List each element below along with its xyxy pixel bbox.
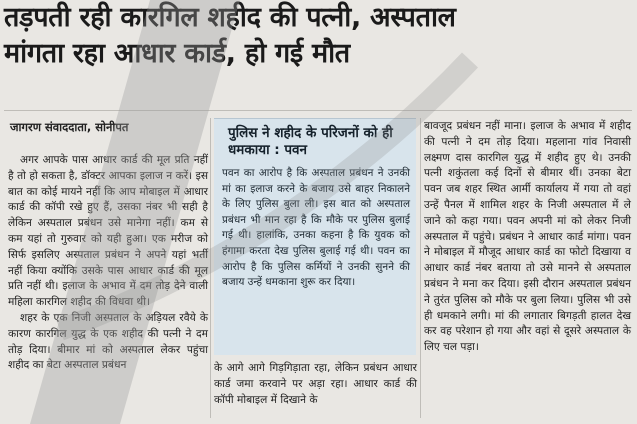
- headline-rule: [4, 110, 632, 111]
- column-1-paragraph-1: अगर आपके पास आधार कार्ड की मूल प्रति नहीं है तो हो सकता है, डॉक्टर आपका इलाज न करें। इस बात का कोई मायने नहीं कि आप मोबाइल में आधार कार्ड की कॉपी रखे हुए हैं, उसका नंबर भी सही है लेकिन अस्पताल प्रबंधन उसे मानेगा नहीं। कम से कम यहां तो गुरुवार को यही हुआ। एक मरीज को सिर्फ इसलिए अस्पताल प्रबंधन ने अपने यहां भर्ती नहीं किया क्योंकि उसके पास आधार कार्ड की मूल प्रति नहीं थी। इलाज के अभाव में दम तोड़ देने वाली महिला कारगिल शहीद की विधवा थी।: [8, 154, 208, 309]
- headline-line-2: मांगता रहा आधार कार्ड, हो गई मौत: [4, 38, 350, 69]
- sidebar-box: [214, 118, 416, 355]
- column-3: [424, 119, 631, 356]
- column-3-paragraph: बावजूद प्रबंधन नहीं माना। इलाज के अभाव में शहीद की पत्नी ने दम तोड़ दिया। महलाना गांव निवासी लक्ष्मण दास कारगिल युद्ध में शहीद हुए थे। उनकी पत्नी शकुंतला कई दिनों से बीमार थीं। उनका बेटा पवन जब शहर स्थित आर्मी कार्यालय में गया तो वहां उन्हें पैनल में शामिल शहर के निजी अस्पताल में ले जाने को कहा गया। पवन अपनी मां को लेकर निजी अस्पताल में पहुंचे। प्रबंधन ने आधार कार्ड मांगा। पवन ने मोबाइल में मौजूद आधार कार्ड का फोटो दिखाया व आधार कार्ड नंबर बताया तो उसे मानने से अस्पताल प्रबंधन ने मना कर दिया। इसी दौरान अस्पताल प्रबंधन ने तुरंत पुलिस को मौके पर बुला लिया। पुलिस भी उसे ही धमकाने लगी। मां की लगातार बिगड़ती हालत देख कर वह परेशान हो गया और वहां से दूसरे अस्पताल के लिए चल पड़ा।: [424, 120, 631, 354]
- byline: जागरण संवाददाता, सोनीपत: [10, 120, 129, 134]
- sidebar-title: पुलिस ने शहीद के परिजनों को ही धमकाया : पवन: [228, 125, 393, 158]
- headline: [4, 0, 636, 72]
- headline-line-1: तड़पती रही कारगिल शहीद की पत्नी, अस्पताल: [4, 2, 456, 33]
- column-2-bottom-paragraph: के आगे आगे गिड़गिड़ाता रहा, लेकिन प्रबंधन आधार कार्ड जमा करवाने पर अड़ा रहा। आधार कार्ड की कॉपी मोबाइल में दिखाने के: [214, 362, 417, 406]
- column-divider-1: [210, 118, 211, 418]
- column-1-paragraph-2: शहर के एक निजी अस्पताल के अड़ियल रवैये के कारण कारगिल युद्ध के एक शहीद की पत्नी ने दम तोड़ दिया। बीमार मां को अस्पताल लेकर पहुंचा शहीद का बेटा अस्पताल प्रबंधन: [8, 311, 208, 372]
- sidebar-text: पवन का आरोप है कि अस्पताल प्रबंधन ने उनकी मां का इलाज करने के बजाय उसे बाहर निकालने के लिए पुलिस बुला ली। इस बात को अस्पताल प्रबंधन भी मान रहा है कि मौके पर पुलिस बुलाई गई थी। हालांकि, उनका कहना है कि युवक को हंगामा करता देख पुलिस बुलाई गई थी। पवन का आरोप है कि पुलिस कर्मियों ने उनकी सुनने की बजाय उन्हें धमकाना शुरू कर दिया।: [222, 167, 410, 289]
- column-divider-2: [420, 118, 421, 418]
- column-2-bottom: [214, 361, 417, 408]
- column-1: [8, 153, 208, 374]
